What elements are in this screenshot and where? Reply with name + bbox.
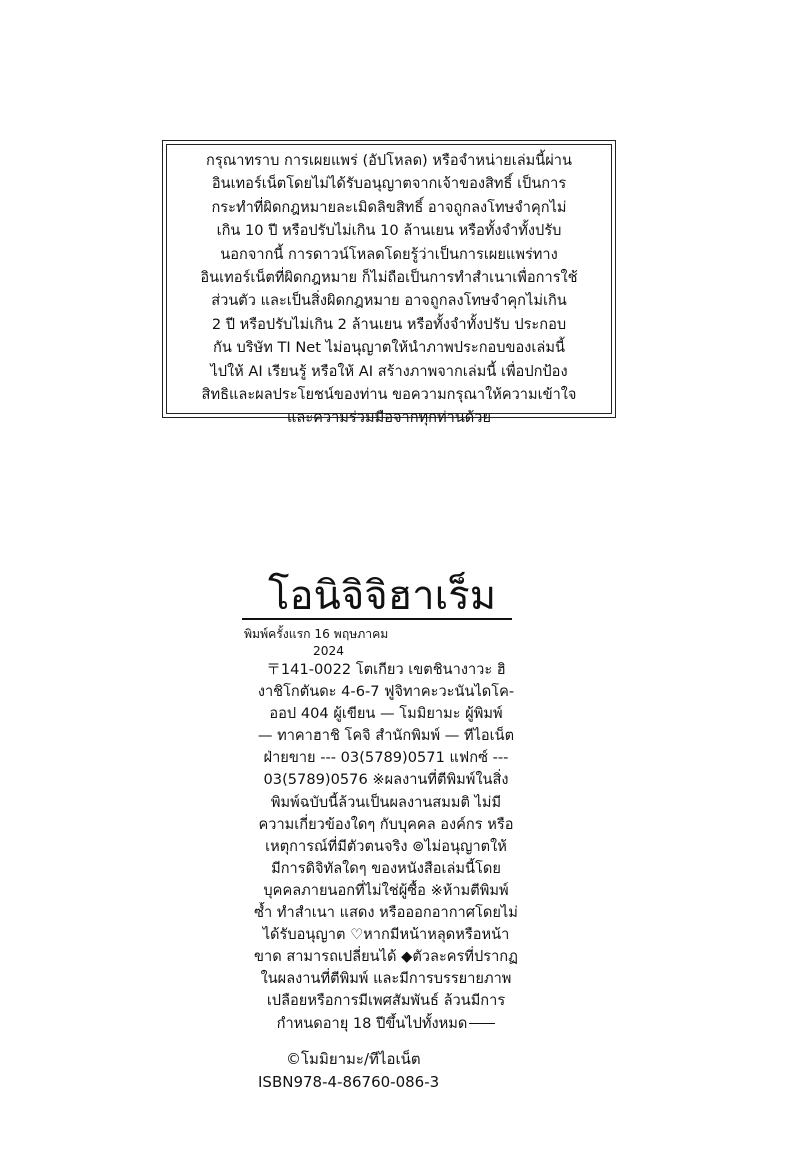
colophon-line: ได้รับอนุญาต ♡หากมีหน้าหลุดหรือหน้า bbox=[262, 926, 510, 944]
notice-line: กัน บริษัท TI Net ไม่อนุญาตให้นำภาพประกอบของเล่มนี้ bbox=[213, 339, 565, 357]
edition-year: 2024 bbox=[313, 644, 345, 658]
notice-line: 2 ปี หรือปรับไม่เกิน 2 ล้านเยน หรือทั้งจำทั้งปรับ ประกอบ bbox=[211, 315, 567, 333]
notice-line: เกิน 10 ปี หรือปรับไม่เกิน 10 ล้านเยน หรือทั้งจำทั้งปรับ bbox=[216, 222, 562, 240]
colophon-line: ซ้ำ ทำสำเนา แสดง หรือออกอากาศโดยไม่ bbox=[254, 904, 518, 922]
notice-line: อินเทอร์เน็ตโดยไม่ได้รับอนุญาตจากเจ้าของสิทธิ์ เป็นการ bbox=[211, 175, 567, 193]
colophon-line: ในผลงานที่ตีพิมพ์ และมีการบรรยายภาพ bbox=[260, 970, 512, 988]
notice-line: กรุณาทราบ การเผยแพร่ (อัปโหลด) หรือจำหน่ายเล่มนี้ผ่าน bbox=[206, 152, 572, 169]
colophon-line: พิมพ์ฉบับนี้ล้วนเป็นผลงานสมมติ ไม่มี bbox=[270, 793, 502, 811]
colophon-line: ฝ่ายขาย --- 03(5789)0571 แฟกซ์ --- bbox=[263, 749, 509, 767]
book-title: โอนิจิจิฮาเร็ม bbox=[268, 573, 497, 619]
copyright-line: ©โมมิยามะ/ทีไอเน็ต bbox=[286, 1050, 421, 1068]
colophon bbox=[230, 659, 542, 1032]
copyright-notice-inner-frame bbox=[166, 144, 612, 427]
end-rule bbox=[469, 1023, 495, 1024]
notice-line: นอกจากนี้ การดาวน์โหลดโดยรู้ว่าเป็นการเผยแพร่ทาง bbox=[220, 245, 558, 263]
colophon-line: — ทาคาฮาชิ โคจิ สำนักพิมพ์ — ทีไอเน็ต bbox=[257, 727, 515, 745]
title-underline bbox=[242, 618, 512, 620]
copyright-notice-box bbox=[162, 140, 616, 427]
colophon-line: ขาด สามารถเปลี่ยนได้ ◆ตัวละครที่ปรากฏ bbox=[254, 948, 518, 966]
colophon-line: งาชิโกตันดะ 4-6-7 ฟูจิทาคะวะนันไดโค- bbox=[257, 683, 515, 701]
colophon-line: 03(5789)0576 ※ผลงานที่ตีพิมพ์ในสิ่ง bbox=[263, 771, 509, 789]
colophon-last-line bbox=[230, 1013, 542, 1035]
edition-info bbox=[244, 626, 434, 660]
colophon-line: ออป 404 ผู้เขียน — โมมิยามะ ผู้พิมพ์ bbox=[269, 705, 503, 723]
isbn: ISBN978-4-86760-086-3 bbox=[258, 1073, 440, 1091]
colophon-line: เปลือยหรือการมีเพศสัมพันธ์ ล้วนมีการ bbox=[266, 992, 506, 1010]
notice-line: ส่วนตัว และเป็นสิ่งผิดกฎหมาย อาจถูกลงโทษจำคุกไม่เกิน bbox=[211, 292, 567, 310]
colophon-line-text: กำหนดอายุ 18 ปีขึ้นไปทั้งหมด bbox=[276, 1014, 468, 1032]
colophon-line: มีการดิจิทัลใดๆ ของหนังสือเล่มนี้โดย bbox=[271, 859, 501, 877]
notice-line: กระทำที่ผิดกฎหมายละเมิดลิขสิทธิ์ อาจถูกลงโทษจำคุกไม่ bbox=[211, 198, 567, 216]
edition-date: พิมพ์ครั้งแรก 16 พฤษภาคม bbox=[244, 627, 389, 641]
notice-line: อินเทอร์เน็ตที่ผิดกฎหมาย ก็ไม่ถือเป็นการทำสำเนาเพื่อการใช้ bbox=[200, 269, 578, 287]
colophon-line: ความเกี่ยวข้องใดๆ กับบุคคล องค์กร หรือ bbox=[258, 815, 514, 833]
notice-line: ไปให้ AI เรียนรู้ หรือให้ AI สร้างภาพจากเล่มนี้ เพื่อปกป้อง bbox=[210, 362, 568, 380]
notice-line: สิทธิและผลประโยชน์ของท่าน ขอความกรุณาให้ความเข้าใจ bbox=[201, 386, 577, 404]
colophon-line: 〒141-0022 โตเกียว เขตชินางาวะ ฮิ bbox=[266, 661, 506, 678]
notice-line: และความร่วมมือจากทุกท่านด้วย bbox=[286, 409, 492, 427]
colophon-line: บุคคลภายนอกที่ไม่ใช่ผู้ซื้อ ※ห้ามตีพิมพ์ bbox=[263, 881, 509, 899]
colophon-line: เหตุการณ์ที่มีตัวตนจริง ⊚ไม่อนุญาตให้ bbox=[265, 837, 507, 855]
